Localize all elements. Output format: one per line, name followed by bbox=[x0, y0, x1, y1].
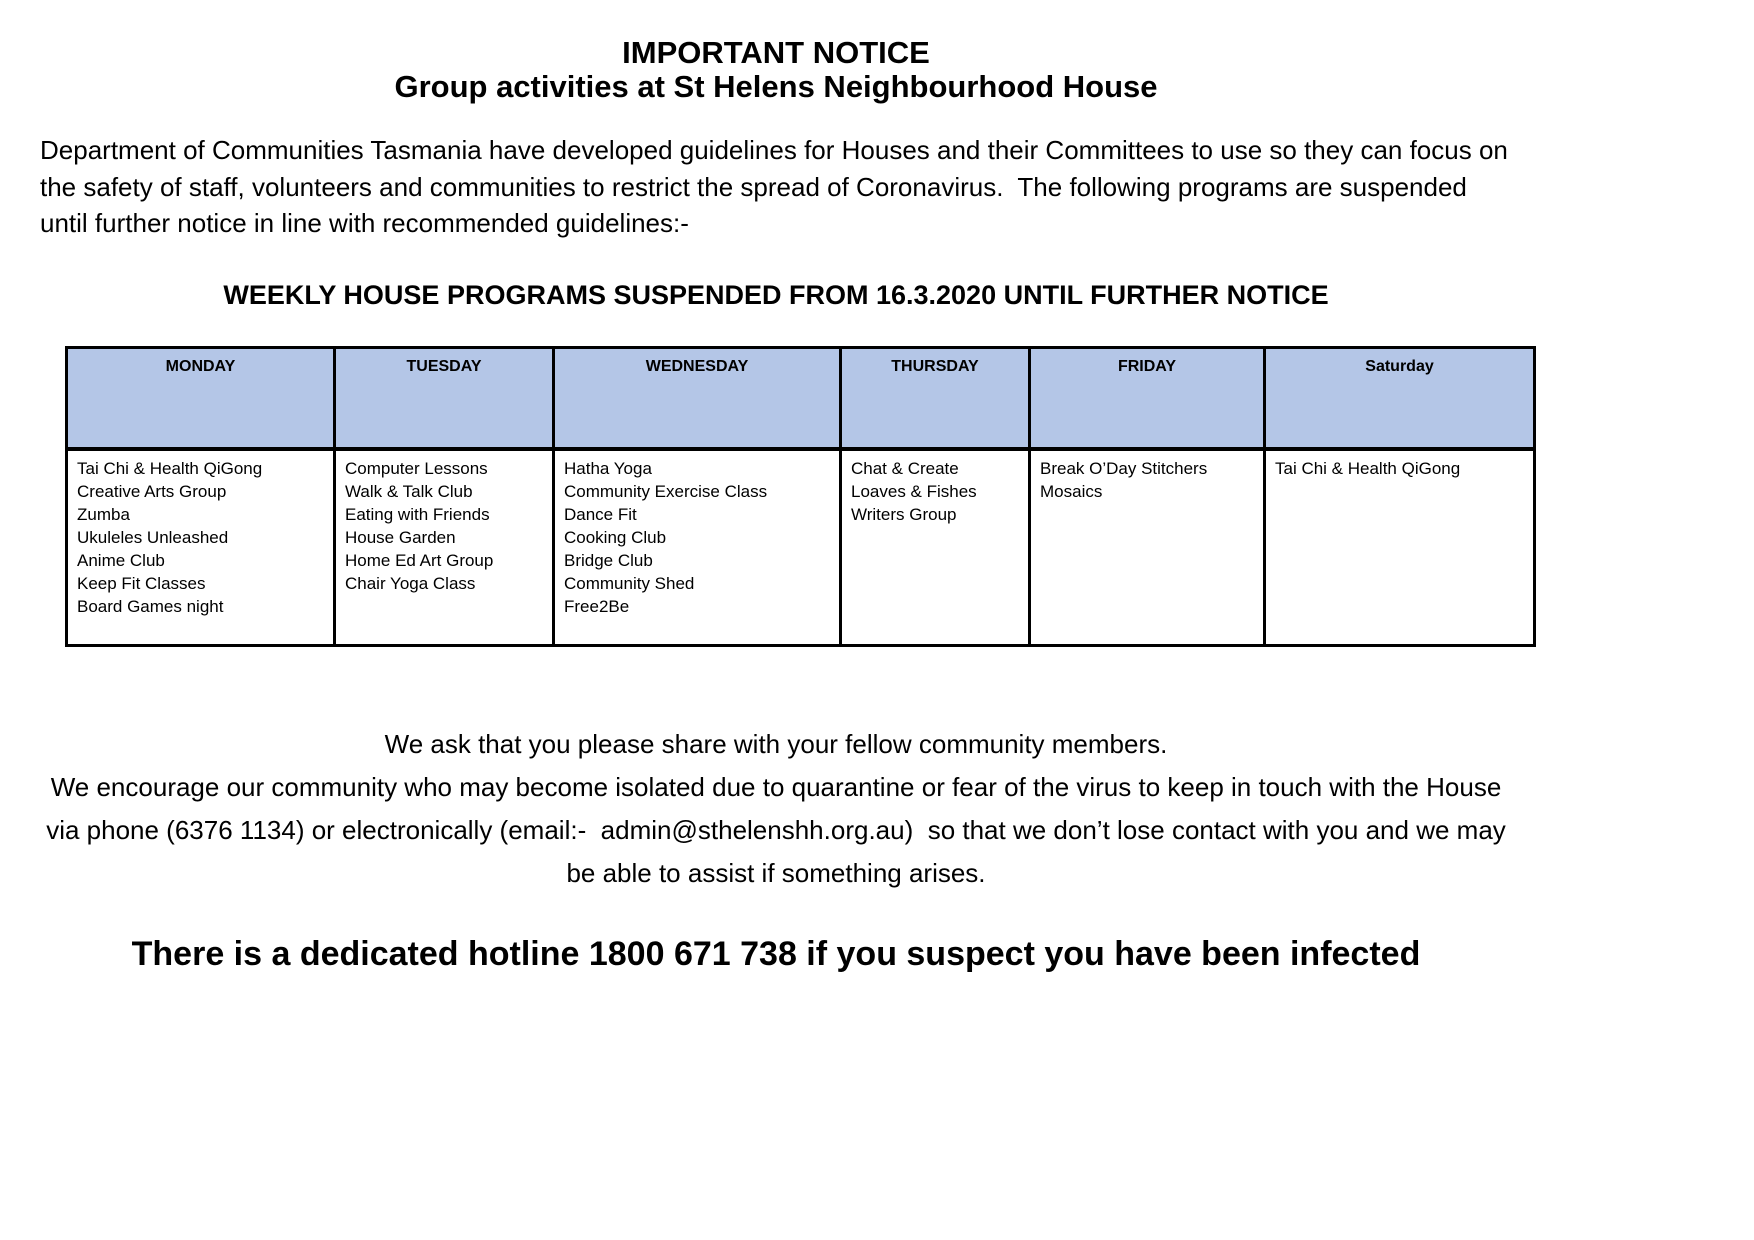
activity-item: Creative Arts Group bbox=[77, 481, 227, 501]
activity-item: Loaves & Fishes bbox=[851, 481, 977, 501]
day-header-monday: MONDAY bbox=[67, 347, 335, 449]
activity-item: Board Games night bbox=[77, 596, 224, 616]
activity-item: Zumba bbox=[77, 504, 130, 524]
activity-item: Chat & Create bbox=[851, 458, 959, 478]
schedule-heading: WEEKLY HOUSE PROGRAMS SUSPENDED FROM 16.3.2020 UNTIL FURTHER NOTICE bbox=[223, 279, 1329, 310]
schedule-header-row bbox=[67, 347, 1535, 449]
activity-item: Walk & Talk Club bbox=[345, 481, 473, 501]
activity-item: Keep Fit Classes bbox=[77, 573, 206, 593]
day-header-thursday: THURSDAY bbox=[841, 347, 1030, 449]
hotline-line: There is a dedicated hotline 1800 671 738 if you suspect you have been infected bbox=[131, 934, 1421, 973]
activity-item: Cooking Club bbox=[564, 527, 667, 547]
day-header-friday: FRIDAY bbox=[1030, 347, 1265, 449]
day-cell-tuesday bbox=[335, 449, 554, 646]
schedule-table bbox=[65, 346, 1536, 647]
activity-item: Free2Be bbox=[564, 596, 630, 616]
day-header-tuesday: TUESDAY bbox=[335, 347, 554, 449]
day-header-wednesday: WEDNESDAY bbox=[554, 347, 841, 449]
notice-title-block bbox=[40, 36, 1512, 104]
activity-item: House Garden bbox=[345, 527, 456, 547]
activity-item: Writers Group bbox=[851, 504, 957, 524]
contact-paragraph: We encourage our community who may become isolated due to quarantine or fear of the virus to keep in touch with the House via phone (6376 1134) or electronically (email:- admin@sthelenshh.org.au) so that we don’t lose contact with you and we may be able to assist if something arises. bbox=[46, 771, 1514, 888]
activity-item: Anime Club bbox=[77, 550, 165, 570]
activity-item: Tai Chi & Health QiGong bbox=[77, 458, 263, 478]
activity-item: Break O’Day Stitchers bbox=[1040, 458, 1208, 478]
day-cell-wednesday bbox=[554, 449, 841, 646]
activity-item: Chair Yoga Class bbox=[345, 573, 476, 593]
activity-item: Computer Lessons bbox=[345, 458, 488, 478]
schedule-body-row bbox=[67, 449, 1535, 646]
day-cell-friday bbox=[1030, 449, 1265, 646]
share-line: We ask that you please share with your fellow community members. bbox=[384, 728, 1168, 759]
activity-item: Hatha Yoga bbox=[564, 458, 652, 478]
activity-item: Home Ed Art Group bbox=[345, 550, 494, 570]
activity-item: Ukuleles Unleashed bbox=[77, 527, 229, 547]
day-header-saturday: Saturday bbox=[1265, 347, 1535, 449]
notice-subtitle: Group activities at St Helens Neighbourhood House bbox=[394, 69, 1158, 104]
document-content bbox=[40, 0, 1516, 973]
activity-item: Community Exercise Class bbox=[564, 481, 768, 501]
day-cell-saturday bbox=[1265, 449, 1535, 646]
activity-item: Dance Fit bbox=[564, 504, 637, 524]
intro-paragraph: Department of Communities Tasmania have developed guidelines for Houses and their Committees to use so they can focus on the safety of staff, volunteers and communities to restrict the spread of Coronavirus. The following programs are suspended until further notice in line with recommended guidelines:- bbox=[40, 135, 1516, 238]
activity-item: Tai Chi & Health QiGong bbox=[1275, 458, 1461, 478]
day-cell-monday bbox=[67, 449, 335, 646]
activity-item: Mosaics bbox=[1040, 481, 1103, 501]
activity-item: Bridge Club bbox=[564, 550, 653, 570]
notice-title: IMPORTANT NOTICE bbox=[622, 35, 930, 70]
activity-item: Community Shed bbox=[564, 573, 695, 593]
activity-item: Eating with Friends bbox=[345, 504, 490, 524]
day-cell-thursday bbox=[841, 449, 1030, 646]
